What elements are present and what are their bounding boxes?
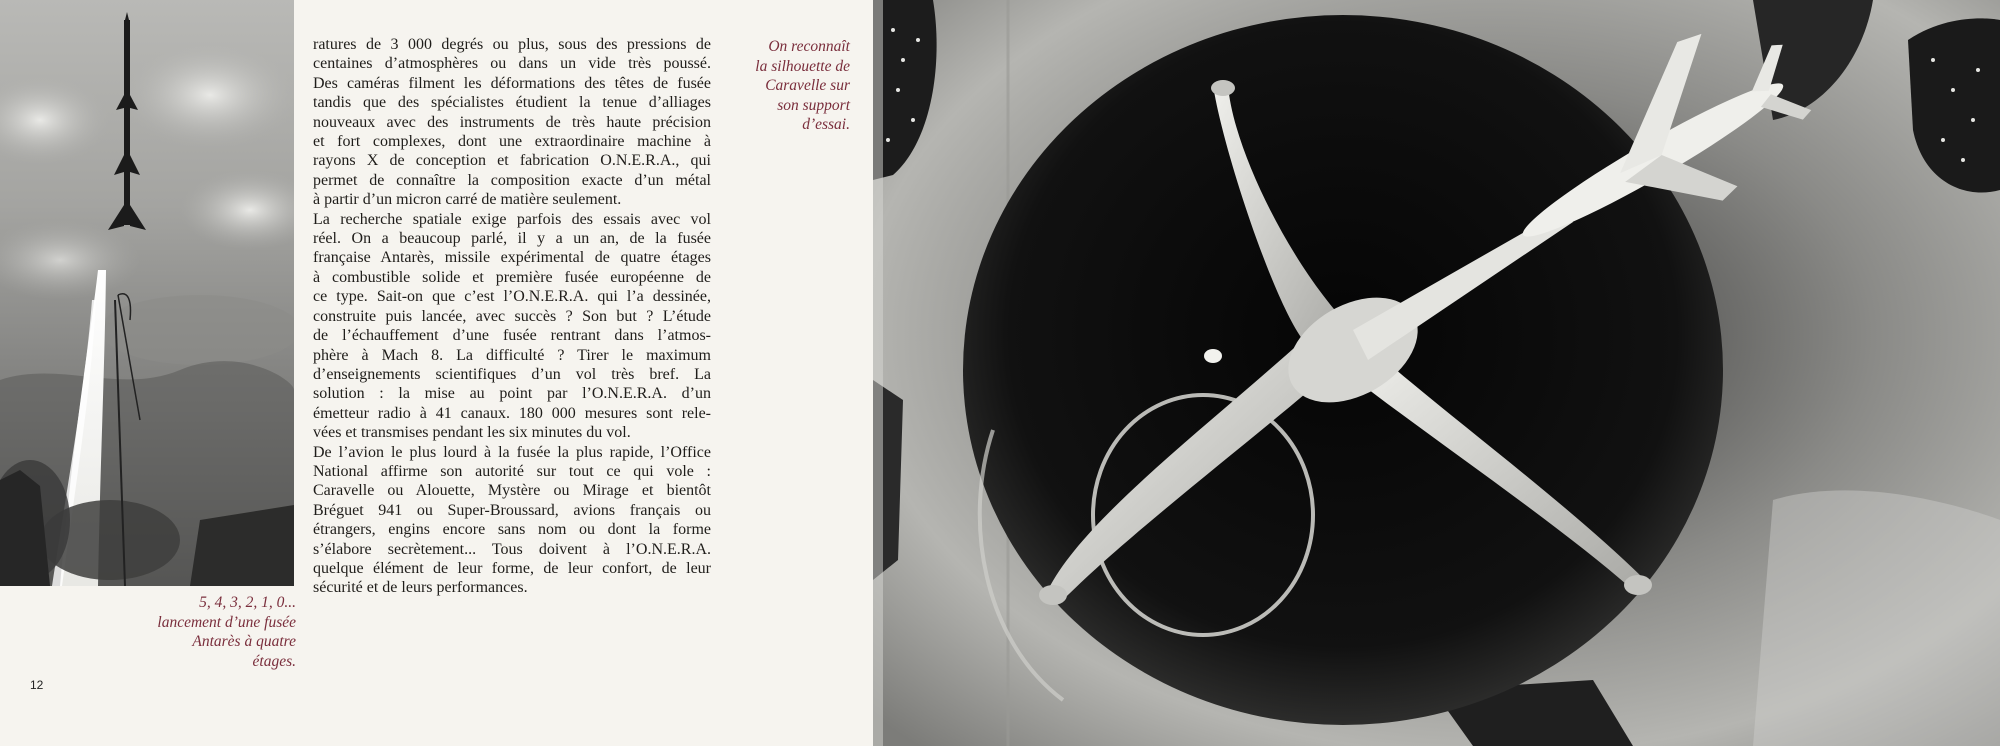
wind-tunnel-photo <box>873 0 2000 746</box>
rocket-launch-image <box>0 0 294 586</box>
page-number: 12 <box>30 678 44 692</box>
text-line: à combustible solide et première fusée européenne de <box>313 268 711 286</box>
caption-line: lancement d’une fusée <box>157 613 296 631</box>
article-body <box>313 35 711 598</box>
text-line: vées et transmises pendant les six minutes du vol. <box>313 424 631 442</box>
text-line: Caravelle ou Alouette, Mystère ou Mirage et bientôt <box>313 482 711 500</box>
text-line: De l’avion le plus lourd à la fusée la plus rapide, l’Office <box>313 443 711 461</box>
text-line: étrangers, engins encore sans nom ou dont la forme <box>313 521 711 539</box>
text-line: La recherche spatiale exige parfois des essais avec vol <box>313 210 711 228</box>
text-line: s’élabore secrètement... Tous doivent à l’O.N.E.R.A. <box>313 540 711 558</box>
text-line: nouveaux avec des instruments de très haute précision <box>313 113 711 131</box>
text-line: de l’échauffement d’une fusée rentrant dans l’atmos- <box>313 327 711 345</box>
text-line: française Antarès, missile expérimental de quatre étages <box>313 249 711 267</box>
caption-line: d’essai. <box>802 116 850 133</box>
text-line: réel. On a beaucoup parlé, il y a un an, de la fusée <box>313 230 711 248</box>
text-line: Bréguet 941 ou Super-Broussard, avions français ou <box>313 501 711 519</box>
text-line: tandis que des spécialistes étudient la tenue d’alliages <box>313 94 711 112</box>
rocket-launch-photo <box>0 0 294 586</box>
text-line: émetteur radio à 41 canaux. 180 000 mesures sont rele- <box>313 404 711 422</box>
caption-line: Caravelle sur <box>765 77 850 94</box>
rocket-photo-caption <box>120 593 296 671</box>
text-line: permet de connaître la composition exacte d’un métal <box>313 171 711 189</box>
tunnel-photo-caption <box>720 37 850 135</box>
text-line: d’enseignements scientifiques d’un vol très bref. La <box>313 365 711 383</box>
caption-line: la silhouette de <box>755 57 850 75</box>
text-line: construite puis lancée, avec succès ? Son but ? L’étude <box>313 307 711 325</box>
text-line: Des caméras filment les déformations des têtes de fusée <box>313 74 711 92</box>
text-line: quelque élément de leur forme, de leur confort, de leur <box>313 559 711 577</box>
text-line: solution : la mise au point par l’O.N.E.R.A. d’un <box>313 385 711 403</box>
text-line: phère à Mach 8. La difficulté ? Tirer le maximum <box>313 346 711 364</box>
text-line: rayons X de conception et fabrication O.N.E.R.A., qui <box>313 152 711 170</box>
caption-line: son support <box>777 96 850 114</box>
text-line: ce type. Sait-on que c’est l’O.N.E.R.A. qui l’a dessinée, <box>313 288 711 306</box>
caption-line: étages. <box>252 652 296 670</box>
text-line: ratures de 3 000 degrés ou plus, sous des pressions de <box>313 36 711 53</box>
text-line: National affirme son autorité sur tout ce qui vole : <box>313 462 711 480</box>
caption-line: 5, 4, 3, 2, 1, 0... <box>199 594 296 611</box>
wind-tunnel-image <box>873 0 2000 746</box>
text-line: et fort complexes, dont une extraordinaire machine à <box>313 133 711 151</box>
text-line: centaines d’atmosphères ou dans un vide très poussé. <box>313 55 711 73</box>
caption-line: Antarès à quatre <box>192 633 296 650</box>
text-line: sécurité et de leurs performances. <box>313 579 528 597</box>
text-line: à partir d’un micron carré de matière seulement. <box>313 191 622 209</box>
caption-line: On reconnaît <box>768 38 850 55</box>
